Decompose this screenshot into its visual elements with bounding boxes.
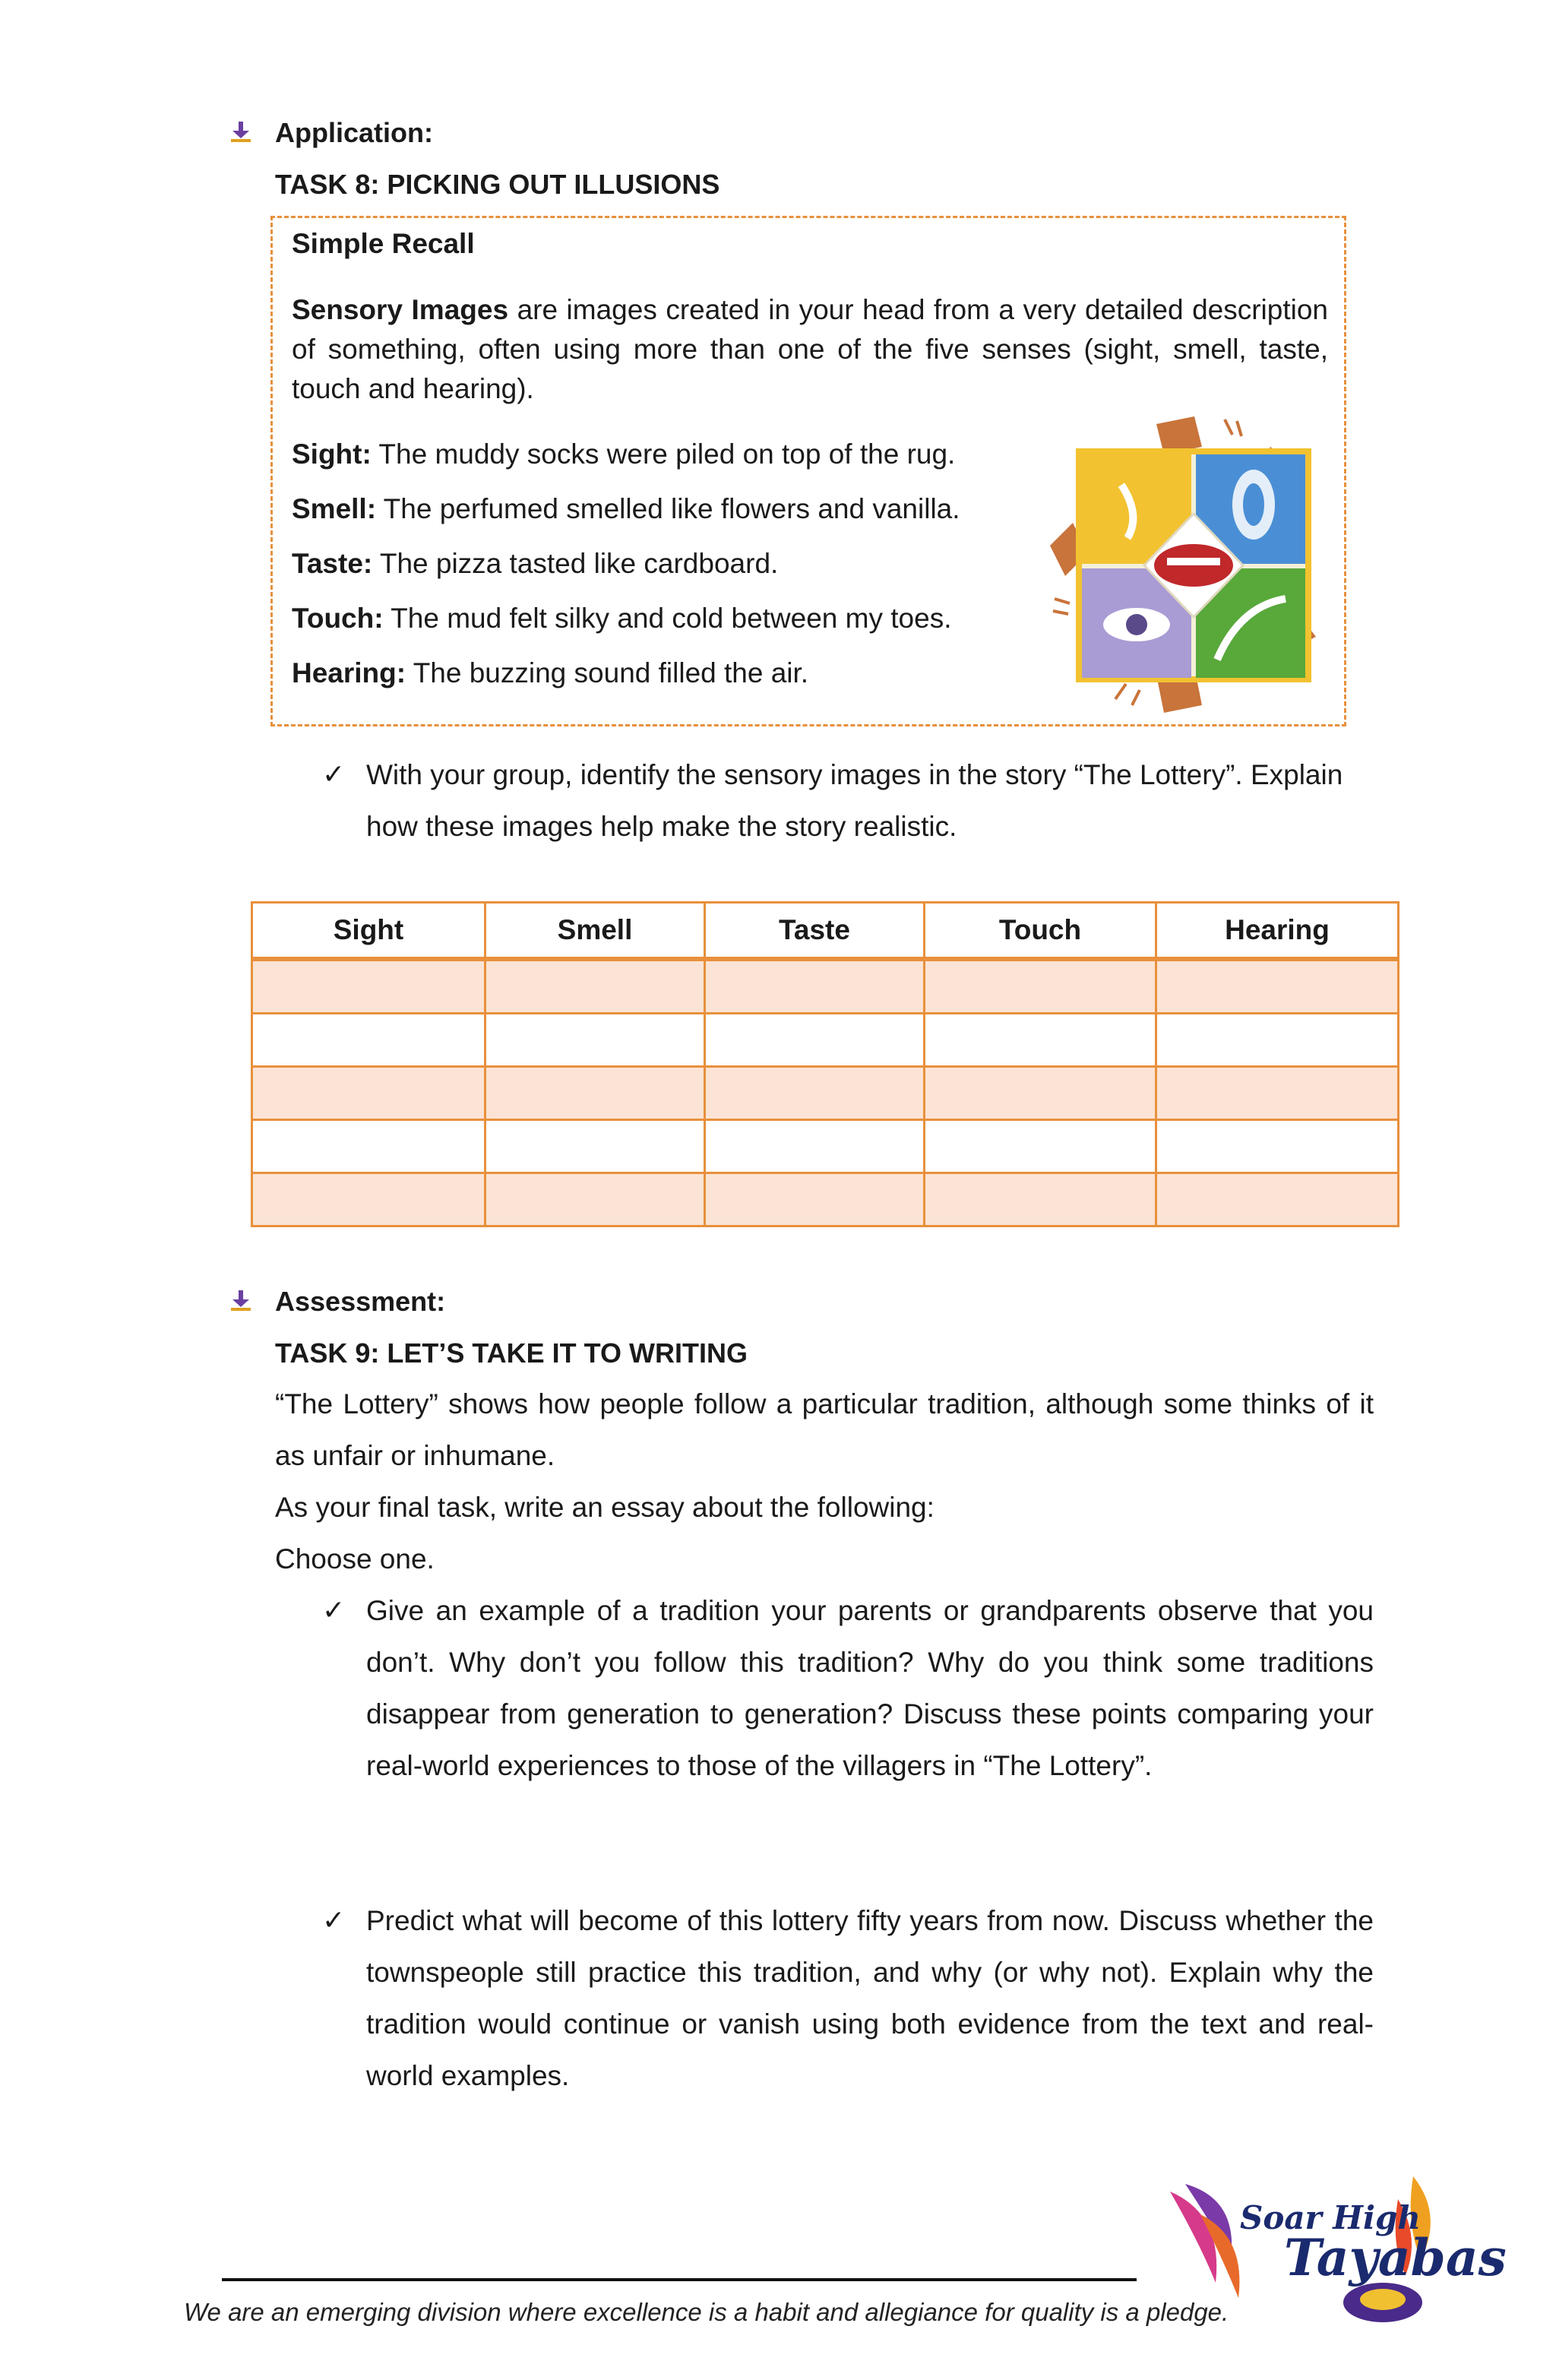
sense-text: The perfumed smelled like flowers and vanilla.	[376, 493, 960, 524]
table-cell[interactable]	[485, 1120, 705, 1173]
five-senses-icon	[1042, 416, 1324, 714]
sense-label: Smell:	[292, 493, 377, 524]
header-sight: Sight	[252, 903, 485, 960]
checkmark-icon: ✓	[322, 1594, 346, 1625]
bullet-arrow-icon	[228, 1287, 254, 1313]
definition-text: are images created in your head from a very detailed description of something, often using more than one of the five senses (sight, smell, taste, touch and hearing).	[292, 294, 1328, 404]
table-cell[interactable]	[925, 1014, 1156, 1067]
assessment-heading: Assessment:	[275, 1286, 446, 1317]
sense-label: Taste:	[292, 548, 373, 579]
bullet-arrow-icon	[228, 119, 254, 144]
table-cell[interactable]	[485, 1067, 705, 1120]
table-cell[interactable]	[925, 1067, 1156, 1120]
table-cell[interactable]	[252, 1014, 485, 1067]
header-smell: Smell	[485, 903, 705, 960]
sense-text: The mud felt silky and cold between my toes.	[383, 603, 952, 634]
table-row	[252, 1173, 1399, 1226]
header-taste: Taste	[705, 903, 925, 960]
table-row	[252, 1120, 1399, 1173]
sense-label: Hearing:	[292, 657, 406, 688]
sense-example-smell	[292, 489, 960, 529]
table-cell[interactable]	[1156, 1014, 1399, 1067]
sense-example-sight	[292, 435, 955, 474]
choose-one-text: Choose one.	[275, 1543, 435, 1575]
table-header-row	[252, 903, 1399, 960]
footer-motto: We are an emerging division where excellence is a habit and allegiance for quality is a pledge.	[184, 2298, 1229, 2326]
sense-example-touch	[292, 599, 951, 638]
table-cell[interactable]	[1156, 959, 1399, 1014]
table-cell[interactable]	[1156, 1120, 1399, 1173]
table-cell[interactable]	[485, 959, 705, 1014]
table-cell[interactable]	[1156, 1067, 1399, 1120]
table-cell[interactable]	[252, 959, 485, 1014]
essay-option-1: Give an example of a tradition your parents or grandparents observe that you don’t. Why don’t you follow this tradition? Why do you think some traditions disappear from generation to generation? Discuss these points comparing your real-world experiences to those of the villagers in “The Lottery”.	[366, 1595, 1374, 1781]
sense-label: Touch:	[292, 603, 384, 634]
table-row	[252, 1067, 1399, 1120]
table-row	[252, 959, 1399, 1014]
task-9-title: TASK 9: LET’S TAKE IT TO WRITING	[275, 1337, 748, 1369]
logo-text-soar-high: Soar High	[1240, 2199, 1421, 2236]
table-cell[interactable]	[705, 959, 925, 1014]
group-instruction: With your group, identify the sensory images in the story “The Lottery”. Explain how these images help make the story realistic.	[366, 759, 1343, 842]
table-cell[interactable]	[705, 1173, 925, 1226]
table-cell[interactable]	[925, 959, 1156, 1014]
table-cell[interactable]	[705, 1067, 925, 1120]
table-cell[interactable]	[705, 1120, 925, 1173]
sense-example-taste	[292, 544, 778, 584]
header-touch: Touch	[925, 903, 1156, 960]
table-row	[252, 1014, 1399, 1067]
logo-text-tayabas: Tayabas	[1284, 2228, 1507, 2287]
task-8-title: TASK 8: PICKING OUT ILLUSIONS	[275, 169, 720, 200]
essay-option-2: Predict what will become of this lottery fifty years from now. Discuss whether the townspeople still practice this tradition, and why (or why not). Explain why the tradition would continue or vanish using both evidence from the text and real-world examples.	[366, 1905, 1374, 2091]
checkmark-icon: ✓	[322, 758, 346, 790]
table-cell[interactable]	[252, 1173, 485, 1226]
table-cell[interactable]	[925, 1120, 1156, 1173]
table-cell[interactable]	[485, 1173, 705, 1226]
sense-label: Sight:	[292, 438, 372, 470]
table-cell[interactable]	[705, 1014, 925, 1067]
table-cell[interactable]	[252, 1067, 485, 1120]
simple-recall-title: Simple Recall	[292, 228, 475, 259]
final-task-text: As your final task, write an essay about the following:	[275, 1492, 935, 1523]
definition-term: Sensory Images	[292, 294, 509, 325]
application-heading: Application:	[275, 117, 433, 148]
table-cell[interactable]	[252, 1120, 485, 1173]
sense-text: The buzzing sound filled the air.	[406, 657, 809, 688]
sensory-images-definition	[292, 290, 1328, 409]
sensory-images-table	[251, 901, 1399, 1227]
sense-example-hearing	[292, 654, 808, 693]
checkmark-icon: ✓	[322, 1904, 346, 1935]
table-cell[interactable]	[925, 1173, 1156, 1226]
header-hearing: Hearing	[1156, 903, 1399, 960]
table-cell[interactable]	[1156, 1173, 1399, 1226]
sense-text: The muddy socks were piled on top of the rug.	[371, 438, 956, 470]
footer-divider	[222, 2278, 1137, 2281]
assessment-intro: “The Lottery” shows how people follow a particular tradition, although some thinks of it as unfair or inhumane.	[275, 1388, 1374, 1471]
sense-text: The pizza tasted like cardboard.	[372, 548, 779, 579]
table-cell[interactable]	[485, 1014, 705, 1067]
